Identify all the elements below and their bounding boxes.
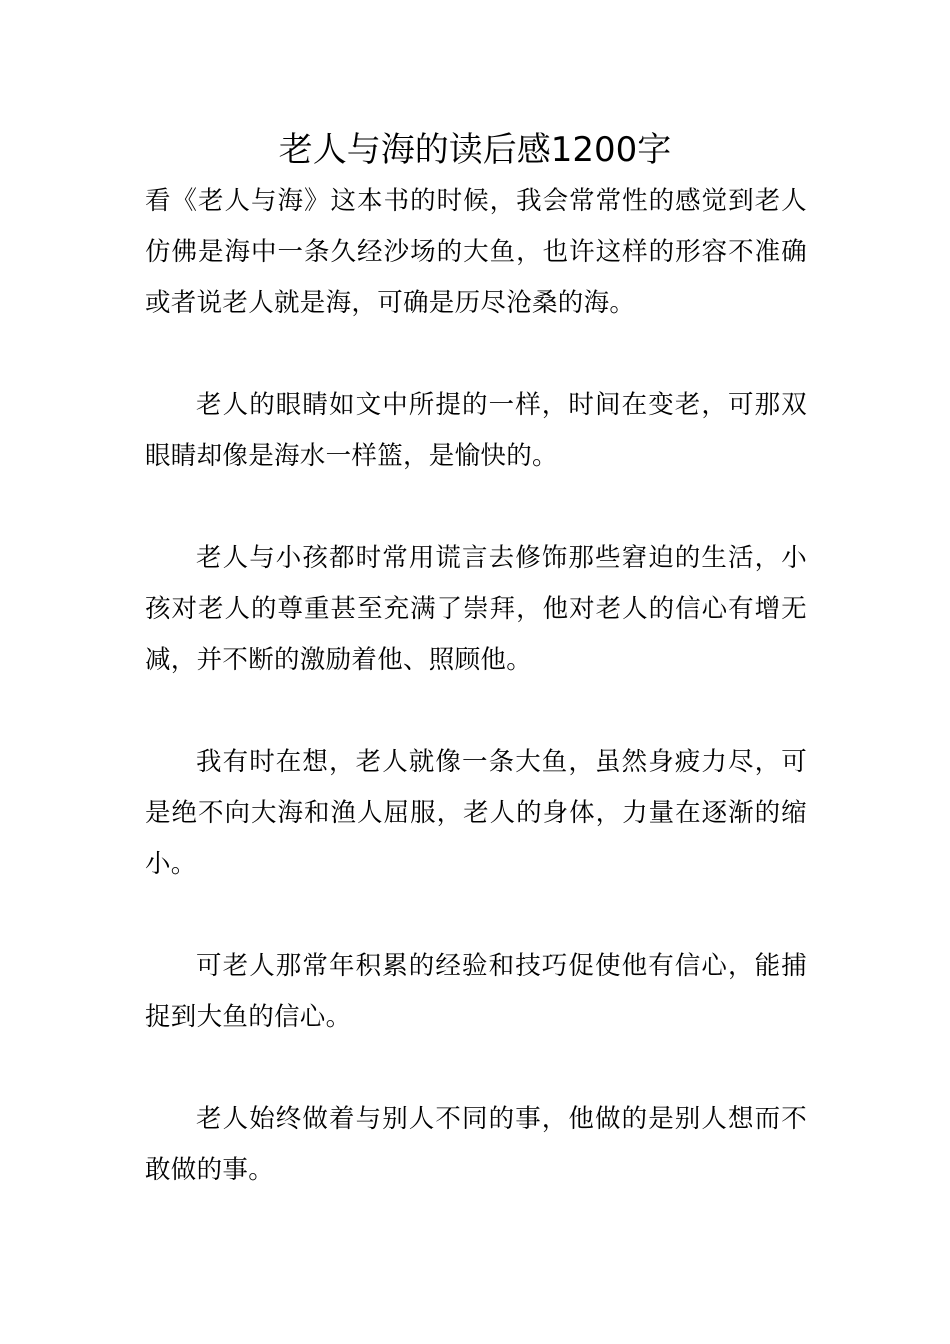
- paragraph-1: 看《老人与海》这本书的时候，我会常常性的感觉到老人仿佛是海中一条久经沙场的大鱼，也许这样的形容不准确或者说老人就是海，可确是历尽沧桑的海。: [145, 186, 807, 318]
- document-body: [145, 176, 807, 1247]
- paragraph-2: 老人的眼睛如文中所提的一样，时间在变老，可那双眼睛却像是海水一样篮，是愉快的。: [145, 390, 807, 471]
- document-title: 老人与海的读后感1200字: [278, 130, 672, 170]
- paragraph-4: 我有时在想，老人就像一条大鱼，虽然身疲力尽，可是绝不向大海和渔人屈服，老人的身体，力量在逐渐的缩小。: [145, 747, 807, 879]
- paragraph-5: 可老人那常年积累的经验和技巧促使他有信心，能捕捉到大鱼的信心。: [145, 951, 807, 1032]
- paragraph-6: 老人始终做着与别人不同的事，他做的是别人想而不敢做的事。: [145, 1104, 807, 1185]
- paragraph-3: 老人与小孩都时常用谎言去修饰那些窘迫的生活，小孩对老人的尊重甚至充满了崇拜，他对老人的信心有增无减，并不断的激励着他、照顾他。: [145, 543, 807, 675]
